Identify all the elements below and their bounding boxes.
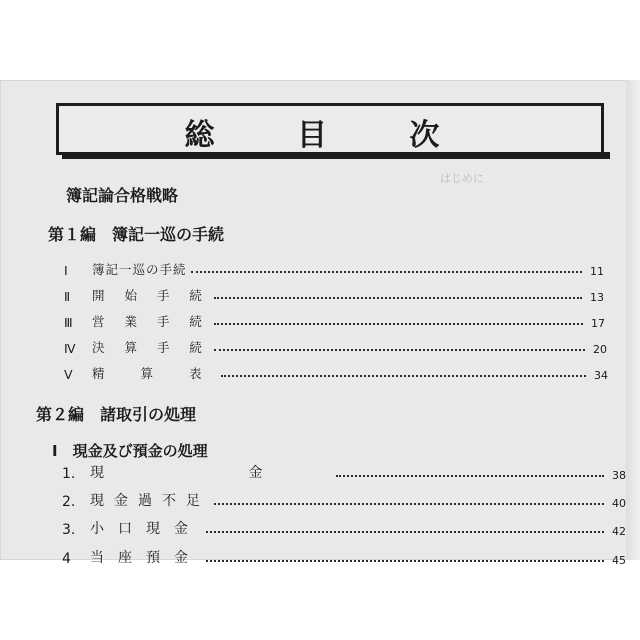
toc-number: 3. xyxy=(62,522,76,538)
toc-number: Ⅴ xyxy=(64,367,73,382)
toc-page: 34 xyxy=(594,369,608,382)
leader-dots xyxy=(214,323,583,325)
cut-off-row-clip xyxy=(0,543,640,567)
toc-label: 決 算 手 続 xyxy=(92,340,210,355)
toc-row xyxy=(64,258,604,278)
leader-dots xyxy=(214,297,582,299)
leader-dots xyxy=(336,475,604,477)
toc-number: 1. xyxy=(62,466,76,482)
leader-dots xyxy=(191,271,582,273)
toc-label: 当座預金 xyxy=(90,550,202,566)
toc-number: Ⅲ xyxy=(64,315,73,330)
toc-page: 45 xyxy=(612,554,626,567)
show-through-text: はじめに xyxy=(440,172,484,185)
toc-number: 2. xyxy=(62,494,76,510)
toc-row xyxy=(62,518,626,538)
toc-row xyxy=(62,490,626,510)
leader-dots xyxy=(214,503,604,505)
toc-page: 40 xyxy=(612,497,626,510)
toc-label: 現 金 xyxy=(90,465,333,481)
toc-page: 17 xyxy=(591,317,605,330)
title-box xyxy=(56,103,604,155)
toc-row xyxy=(62,547,626,567)
toc-number: Ⅰ xyxy=(64,263,68,278)
toc-page: 13 xyxy=(590,291,604,304)
toc-label: 開 始 手 続 xyxy=(92,288,210,303)
section-heading: 簿記論合格戦略 xyxy=(66,186,179,205)
part2-heading: 第２編 諸取引の処理 xyxy=(36,405,197,424)
leader-dots xyxy=(214,349,585,351)
toc-row xyxy=(64,336,607,356)
toc-number: 4 xyxy=(62,551,71,567)
toc-label: 簿記一巡の手続 xyxy=(92,262,187,277)
toc-row xyxy=(64,362,608,382)
page-edge xyxy=(626,80,640,560)
leader-dots xyxy=(221,375,586,377)
toc-label: 現金過不足 xyxy=(90,493,210,509)
leader-dots xyxy=(206,531,604,533)
toc-row xyxy=(64,284,604,304)
toc-number: Ⅱ xyxy=(64,289,71,304)
toc-label: 営 業 手 続 xyxy=(92,314,210,329)
toc-row xyxy=(62,462,626,482)
page-title: 総 目 次 xyxy=(184,118,476,153)
toc-page: 42 xyxy=(612,525,626,538)
toc-label: 小口現金 xyxy=(90,521,202,537)
toc-number: Ⅳ xyxy=(64,341,76,356)
toc-row xyxy=(64,310,605,330)
part1-heading: 第１編 簿記一巡の手続 xyxy=(48,225,225,244)
toc-page: 20 xyxy=(593,343,607,356)
toc-page: 11 xyxy=(590,265,604,278)
toc-label: 精 算 表 xyxy=(92,366,218,381)
leader-dots xyxy=(206,560,604,562)
toc-page: 38 xyxy=(612,469,626,482)
subsection-heading: Ⅰ 現金及び預金の処理 xyxy=(52,442,208,460)
